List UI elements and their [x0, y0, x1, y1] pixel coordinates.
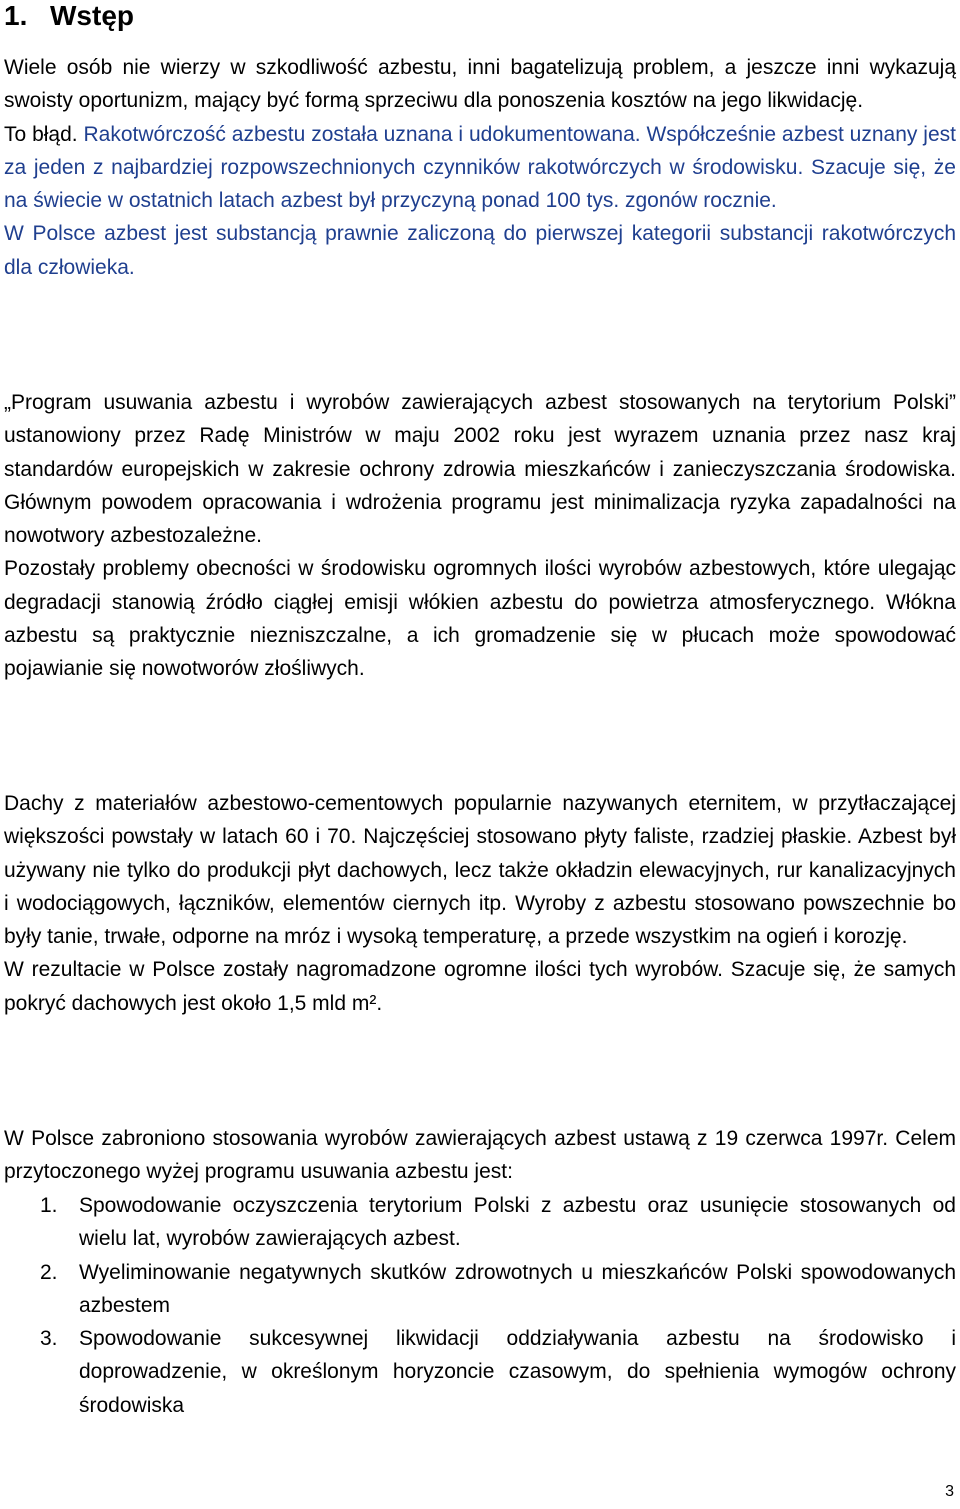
section-title: Wstęp	[50, 0, 134, 31]
list-item-text: Spowodowanie oczyszczenia terytorium Polski z azbestu oraz usunięcie stosowanych od wielu lat, wyrobów zawierających azbest.	[79, 1194, 956, 1251]
roofs-paragraph-1: Dachy z materiałów azbestowo-cementowych popularnie nazywanych eternitem, w przytłaczającej większości powstały w latach 60 i 70. Najczęściej stosowano płyty faliste, rzadziej płaskie. Azbest był używany nie tylko do produkcji płyt dachowych, lecz także okładzin elewacyjnych, rur kanalizacyjnych i wodociągowych, łączników, elementów ciernych itp. Wyroby z azbestu stosowano powszechnie bo były tanie, trwałe, odporne na mróz i wysoką temperaturę, a przede wszystkim na ogień i korozję.	[4, 792, 956, 949]
list-marker: 3.	[40, 1327, 58, 1351]
intro-paragraph-2	[4, 118, 956, 218]
intro-paragraph-3: W Polsce azbest jest substancją prawnie zaliczoną do pierwszej kategorii substancji rakotwórczych dla człowieka.	[4, 222, 956, 279]
section-number: 1.	[4, 0, 28, 31]
ban-paragraph: W Polsce zabroniono stosowania wyrobów zawierających azbest ustawą z 19 czerwca 1997r. Celem przytoczonego wyżej programu usuwania azbestu jest:	[4, 1127, 956, 1184]
list-marker: 2.	[40, 1260, 58, 1284]
section-heading	[4, 0, 134, 34]
list-item	[4, 1322, 956, 1422]
ban-section	[4, 1122, 956, 1189]
intro-paragraph-1: Wiele osób nie wierzy w szkodliwość azbestu, inni bagatelizują problem, a jeszcze inni wykazują swoisty oportunizm, mający być formą sprzeciwu dla ponoszenia kosztów na jego likwidację.	[4, 56, 956, 113]
page-number: 3	[945, 1483, 954, 1500]
program-paragraph-1: „Program usuwania azbestu i wyrobów zawierających azbest stosowanych na terytorium Polski” ustanowiony przez Radę Ministrów w maju 2002 roku jest wyrazem uznania przez nasz kraj standardów europejskich w zakresie ochrony zdrowia mieszkańców i zanieczyszczania środowiska. Głównym powodem opracowania i wdrożenia programu jest minimalizacja ryzyka zapadalności na nowotwory azbestozależne.	[4, 391, 956, 548]
list-marker: 1.	[40, 1194, 58, 1217]
intro-short-statement: To błąd.	[4, 122, 78, 146]
roofs-section	[4, 787, 956, 1020]
program-goals-list	[4, 1189, 956, 1422]
list-item-text: Spowodowanie sukcesywnej likwidacji oddziaływania azbestu na środowisko i doprowadzenie, w określonym horyzoncie czasowym, do spełnienia wymogów ochrony środowiska	[79, 1327, 956, 1417]
roofs-paragraph-2: W rezultacie w Polsce zostały nagromadzone ogromne ilości tych wyrobów. Szacuje się, że samych pokryć dachowych jest około 1,5 mld m².	[4, 958, 956, 1015]
list-item	[4, 1189, 956, 1256]
list-item	[4, 1256, 956, 1323]
intro-carcinogen-statement: Rakotwórczość azbestu została uznana i udokumentowana. Współcześnie azbest uznany jest za jeden z najbardziej rozpowszechnionych czynników rakotwórczych w środowisku. Szacuje się, że na świecie w ostatnich latach azbest był przyczyną ponad 100 tys. zgonów rocznie.	[4, 122, 956, 213]
program-paragraph-2: Pozostały problemy obecności w środowisku ogromnych ilości wyrobów azbestowych, które ulegając degradacji stanowią źródło ciągłej emisji włókien azbestu do powietrza atmosferycznego. Włókna azbestu są praktycznie niezniszczalne, a ich gromadzenie się w płucach może spowodować pojawianie się nowotworów złośliwych.	[4, 557, 956, 681]
program-section	[4, 386, 956, 686]
intro-section	[4, 51, 956, 284]
list-item-text: Wyeliminowanie negatywnych skutków zdrowotnych u mieszkańców Polski spowodowanych azbestem	[79, 1260, 956, 1317]
